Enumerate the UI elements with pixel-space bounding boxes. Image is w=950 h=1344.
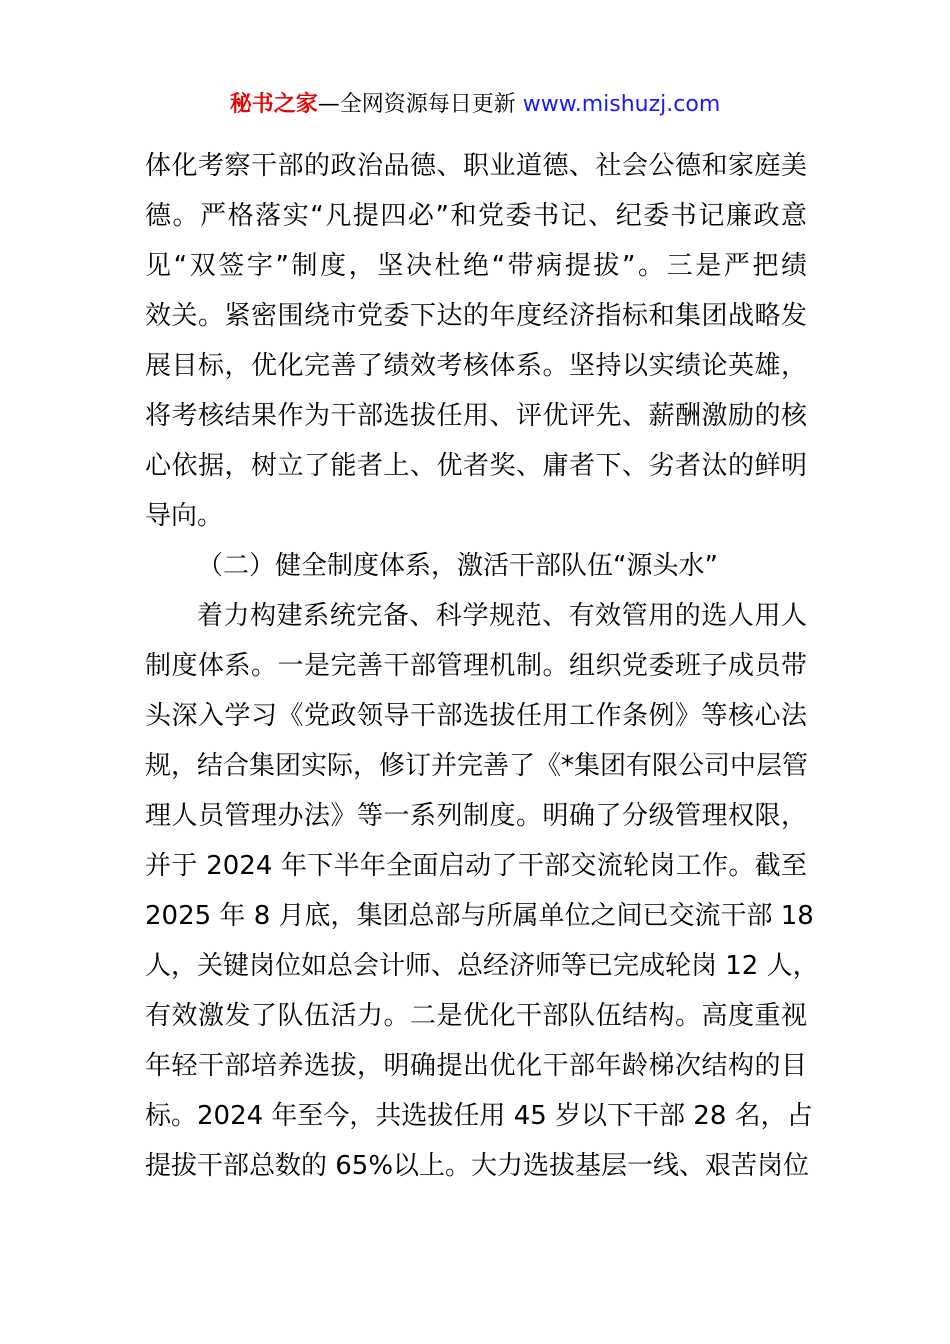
text-line: 将考核结果作为干部选拔任用、评优评先、薪酬激励的核 xyxy=(145,401,807,431)
text-line: 制度体系。一是完善干部管理机制。组织党委班子成员带 xyxy=(145,651,807,681)
text-line: 着力构建系统完备、科学规范、有效管用的选人用人 xyxy=(197,601,807,631)
text-line: 标。2024 年至今，共选拔任用 45 岁以下干部 28 名，占 xyxy=(145,1101,813,1131)
brand-name: 秘书之家 xyxy=(229,92,318,117)
text-line: 心依据，树立了能者上、优者奖、庸者下、劣者汰的鲜明 xyxy=(145,451,807,481)
text-line: 效关。紧密围绕市党委下达的年度经济指标和集团战略发 xyxy=(145,301,807,331)
header-tagline: —全网资源每日更新 xyxy=(317,92,523,117)
text-line: 人，关键岗位如总会计师、总经济师等已完成轮岗 12 人， xyxy=(145,951,819,981)
text-line: 展目标，优化完善了绩效考核体系。坚持以实绩论英雄， xyxy=(145,351,807,381)
text-line: 年轻干部培养选拔，明确提出优化干部年龄梯次结构的目 xyxy=(145,1051,807,1081)
text-line: 导向。 xyxy=(145,501,224,531)
text-line: 规，结合集团实际，修订并完善了《*集团有限公司中层管 xyxy=(145,751,809,781)
text-line: 见“双签字”制度，坚决杜绝“带病提拔”。三是严把绩 xyxy=(145,251,807,281)
text-line: 理人员管理办法》等一系列制度。明确了分级管理权限， xyxy=(145,801,807,831)
document-body xyxy=(145,141,819,1191)
text-line: 体化考察干部的政治品德、职业道德、社会公德和家庭美 xyxy=(145,151,807,181)
text-line: 并于 2024 年下半年全面启动了干部交流轮岗工作。截至 xyxy=(145,851,807,881)
page-header xyxy=(0,88,950,122)
text-line: 德。严格落实“凡提四必”和党委书记、纪委书记廉政意 xyxy=(145,201,807,231)
text-line: 有效激发了队伍活力。二是优化干部队伍结构。高度重视 xyxy=(145,1001,807,1031)
website-link[interactable]: www.mishuzj.com xyxy=(522,92,721,117)
section-heading: （二）健全制度体系，激活干部队伍“源头水” xyxy=(197,551,718,581)
text-line: 头深入学习《党政领导干部选拔任用工作条例》等核心法 xyxy=(145,701,807,731)
text-line: 2025 年 8 月底，集团总部与所属单位之间已交流干部 18 xyxy=(145,901,814,931)
text-line: 提拔干部总数的 65%以上。大力选拔基层一线、艰苦岗位 xyxy=(145,1151,810,1181)
